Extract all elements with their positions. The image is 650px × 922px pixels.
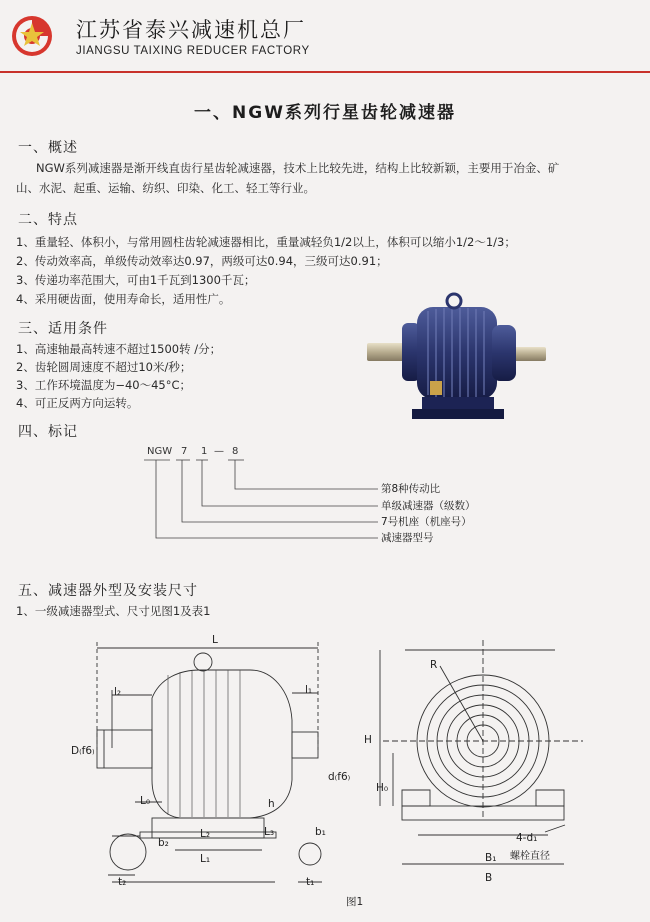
dim-label-l1: l₁ [305, 684, 313, 696]
reducer-product-photo [362, 285, 552, 430]
dim-label-B: B [485, 872, 493, 884]
dim-label-L1: L₁ [200, 853, 211, 865]
marking-label-frame: 7号机座（机座号） [381, 516, 472, 528]
marking-code-dash: — [214, 446, 224, 457]
marking-code-ratio: 8 [232, 446, 239, 457]
marking-label-stage: 单级减速器（级数） [381, 500, 476, 512]
dim-label-b2: b₂ [158, 837, 169, 849]
figure-caption: 图1 [346, 896, 364, 908]
dim-label-L3: L₃ [264, 826, 275, 838]
dim-label-H: H [364, 734, 372, 746]
overview-line-2: 山、水泥、起重、运输、纺织、印染、化工、轻工等行业。 [16, 181, 315, 195]
dim-label-t1: t₁ [306, 876, 315, 888]
conditions-heading: 三、适用条件 [18, 321, 108, 337]
feature-item: 4、采用硬齿面，使用寿命长，适用性广。 [16, 292, 231, 306]
dim-label-B1: B₁ [485, 852, 497, 864]
condition-item: 1、高速轴最高转速不超过1500转 /分； [16, 342, 222, 356]
dim-label-L: L [212, 634, 218, 646]
dim-label-b1: b₁ [315, 826, 326, 838]
page-title: 一、NGW系列行星齿轮减速器 [194, 103, 456, 123]
marking-code-frame: 7 [181, 446, 188, 457]
marking-leader-lines [140, 455, 390, 550]
marking-label-type: 减速器型号 [381, 532, 434, 544]
dim-label-d: d₍f6₎ [328, 771, 351, 783]
marking-label-ratio: 第8种传动比 [381, 483, 441, 495]
feature-item: 2、传动效率高，单级传动效率达0.97，两级可达0.94，三级可达0.91； [16, 254, 388, 268]
company-logo-icon [10, 14, 54, 58]
overview-line-1: NGW系列减速器是渐开线直齿行星齿轮减速器，技术上比较先进，结构上比较新颖，主要用于冶金、矿 [36, 161, 560, 175]
header-divider [0, 71, 650, 73]
dim-label-bolt: 螺栓直径 [510, 851, 550, 862]
page-header [0, 0, 650, 72]
condition-item: 2、齿轮圆周速度不超过10米/秒； [16, 360, 192, 374]
feature-item: 1、重量轻、体积小，与常用圆柱齿轮减速器相比，重量减轻负1/2以上，体积可以缩小1/2～1/3； [16, 235, 516, 249]
overview-heading: 一、概述 [18, 140, 78, 156]
feature-item: 3、传递功率范围大，可由1千瓦到1300千瓦； [16, 273, 256, 287]
dim-label-L2: L₂ [200, 828, 211, 840]
dim-label-L0: L₀ [140, 795, 151, 807]
dim-label-4d1: 4-d₁ [516, 832, 538, 844]
dim-label-h: h [268, 798, 275, 810]
condition-item: 3、工作环境温度为−40～45°C； [16, 378, 191, 392]
company-name-en: JIANGSU TAIXING REDUCER FACTORY [76, 45, 310, 57]
features-heading: 二、特点 [18, 212, 78, 228]
dim-label-D: D₍f6₎ [71, 745, 95, 757]
marking-heading: 四、标记 [18, 424, 78, 440]
company-name-cn: 江苏省泰兴减速机总厂 [76, 18, 306, 42]
dimensions-heading: 五、减速器外型及安装尺寸 [18, 583, 198, 599]
marking-code-type: NGW [147, 446, 173, 457]
dim-label-H0: H₀ [376, 782, 389, 794]
dim-label-R: R [430, 659, 438, 671]
dim-label-t2: t₂ [118, 876, 127, 888]
dimension-drawing [0, 620, 650, 920]
marking-code-stage: 1 [201, 446, 208, 457]
dimensions-subheading: 1、一级减速器型式、尺寸见图1及表1 [16, 604, 211, 618]
dim-label-l2: l₂ [114, 686, 122, 698]
condition-item: 4、可正反两方向运转。 [16, 396, 139, 410]
